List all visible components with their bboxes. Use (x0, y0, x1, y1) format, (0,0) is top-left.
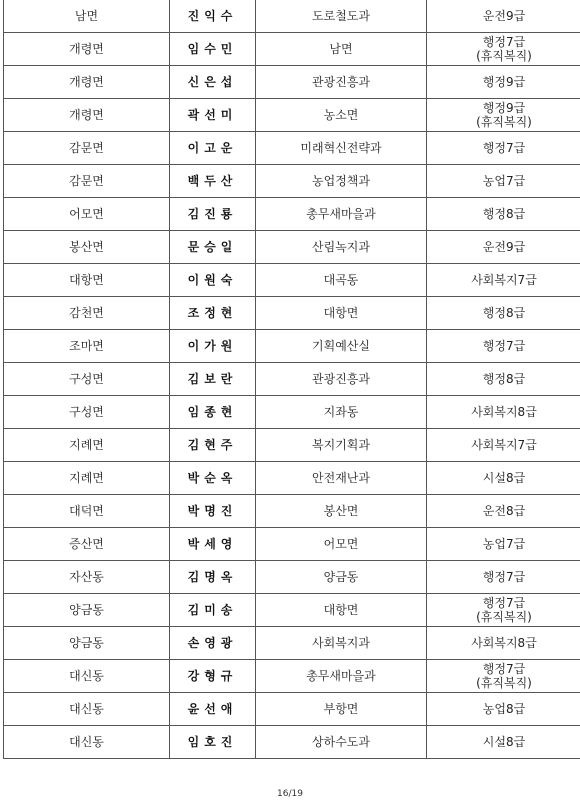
previous-post-cell: 복지기획과 (256, 429, 427, 462)
table-row (4, 396, 580, 429)
grade-cell: 행정7급 (427, 132, 580, 165)
name-cell: 김명옥 (170, 561, 256, 594)
previous-post-cell: 상하수도과 (256, 726, 427, 759)
table-row (4, 726, 580, 759)
previous-post-cell: 대항면 (256, 297, 427, 330)
grade-cell: 농업7급 (427, 528, 580, 561)
table-row (4, 561, 580, 594)
table-row (4, 594, 580, 627)
previous-post-cell: 관광진흥과 (256, 66, 427, 99)
grade-cell: 행정8급 (427, 198, 580, 231)
name-cell: 조정현 (170, 297, 256, 330)
new-post-cell: 조마면 (4, 330, 170, 363)
table-row (4, 0, 580, 33)
grade-cell: 사회복지8급 (427, 396, 580, 429)
personnel-table (3, 0, 580, 759)
name-cell: 진익수 (170, 0, 256, 33)
table-row (4, 693, 580, 726)
new-post-cell: 지례면 (4, 429, 170, 462)
new-post-cell: 개령면 (4, 99, 170, 132)
previous-post-cell: 양금동 (256, 561, 427, 594)
previous-post-cell: 총무새마을과 (256, 198, 427, 231)
name-cell: 신은섭 (170, 66, 256, 99)
previous-post-cell: 부항면 (256, 693, 427, 726)
name-cell: 이원숙 (170, 264, 256, 297)
grade-cell: 사회복지7급 (427, 429, 580, 462)
grade-cell: 농업7급 (427, 165, 580, 198)
table-row (4, 495, 580, 528)
table-row (4, 165, 580, 198)
grade-cell: 행정8급 (427, 363, 580, 396)
previous-post-cell: 농업정책과 (256, 165, 427, 198)
table-row (4, 297, 580, 330)
grade-cell: 행정9급 (휴직복직) (427, 99, 580, 132)
name-cell: 박세영 (170, 528, 256, 561)
table-row (4, 198, 580, 231)
page-number: 16/19 (277, 789, 303, 799)
grade-cell: 행정8급 (427, 297, 580, 330)
table-row (4, 627, 580, 660)
new-post-cell: 남면 (4, 0, 170, 33)
new-post-cell: 감문면 (4, 132, 170, 165)
table-row (4, 264, 580, 297)
previous-post-cell: 총무새마을과 (256, 660, 427, 693)
grade-cell: 행정7급 (휴직복직) (427, 660, 580, 693)
previous-post-cell: 안전재난과 (256, 462, 427, 495)
previous-post-cell: 사회복지과 (256, 627, 427, 660)
table-row (4, 33, 580, 66)
new-post-cell: 구성면 (4, 396, 170, 429)
name-cell: 임수민 (170, 33, 256, 66)
name-cell: 임종현 (170, 396, 256, 429)
table-row (4, 363, 580, 396)
previous-post-cell: 기획예산실 (256, 330, 427, 363)
new-post-cell: 대신동 (4, 693, 170, 726)
new-post-cell: 양금동 (4, 594, 170, 627)
grade-cell: 행정7급 (427, 330, 580, 363)
grade-cell: 농업8급 (427, 693, 580, 726)
table-row (4, 429, 580, 462)
new-post-cell: 개령면 (4, 33, 170, 66)
grade-cell: 운전8급 (427, 495, 580, 528)
new-post-cell: 대항면 (4, 264, 170, 297)
table-row (4, 99, 580, 132)
grade-cell: 행정7급 (휴직복직) (427, 594, 580, 627)
table-row (4, 231, 580, 264)
table-row (4, 528, 580, 561)
name-cell: 곽선미 (170, 99, 256, 132)
name-cell: 손영광 (170, 627, 256, 660)
previous-post-cell: 산림녹지과 (256, 231, 427, 264)
grade-cell: 시설8급 (427, 462, 580, 495)
name-cell: 김진룡 (170, 198, 256, 231)
new-post-cell: 대덕면 (4, 495, 170, 528)
table-row (4, 330, 580, 363)
name-cell: 강형규 (170, 660, 256, 693)
previous-post-cell: 남면 (256, 33, 427, 66)
previous-post-cell: 지좌동 (256, 396, 427, 429)
table-row (4, 462, 580, 495)
name-cell: 김현주 (170, 429, 256, 462)
table-row (4, 132, 580, 165)
name-cell: 박명진 (170, 495, 256, 528)
new-post-cell: 감문면 (4, 165, 170, 198)
grade-cell: 행정7급 (휴직복직) (427, 33, 580, 66)
previous-post-cell: 관광진흥과 (256, 363, 427, 396)
new-post-cell: 양금동 (4, 627, 170, 660)
new-post-cell: 자산동 (4, 561, 170, 594)
new-post-cell: 지례면 (4, 462, 170, 495)
new-post-cell: 개령면 (4, 66, 170, 99)
grade-cell: 운전9급 (427, 231, 580, 264)
name-cell: 임호진 (170, 726, 256, 759)
grade-cell: 운전9급 (427, 0, 580, 33)
new-post-cell: 구성면 (4, 363, 170, 396)
name-cell: 이고운 (170, 132, 256, 165)
grade-cell: 시설8급 (427, 726, 580, 759)
name-cell: 이가원 (170, 330, 256, 363)
name-cell: 백두산 (170, 165, 256, 198)
previous-post-cell: 미래혁신전략과 (256, 132, 427, 165)
name-cell: 문승일 (170, 231, 256, 264)
new-post-cell: 증산면 (4, 528, 170, 561)
new-post-cell: 봉산면 (4, 231, 170, 264)
new-post-cell: 대신동 (4, 660, 170, 693)
previous-post-cell: 대곡동 (256, 264, 427, 297)
personnel-table-body (4, 0, 580, 759)
name-cell: 김미송 (170, 594, 256, 627)
previous-post-cell: 봉산면 (256, 495, 427, 528)
previous-post-cell: 도로철도과 (256, 0, 427, 33)
new-post-cell: 어모면 (4, 198, 170, 231)
name-cell: 윤선애 (170, 693, 256, 726)
grade-cell: 행정7급 (427, 561, 580, 594)
previous-post-cell: 대항면 (256, 594, 427, 627)
grade-cell: 사회복지7급 (427, 264, 580, 297)
name-cell: 김보란 (170, 363, 256, 396)
new-post-cell: 감천면 (4, 297, 170, 330)
table-row (4, 660, 580, 693)
grade-cell: 행정9급 (427, 66, 580, 99)
new-post-cell: 대신동 (4, 726, 170, 759)
table-row (4, 66, 580, 99)
previous-post-cell: 어모면 (256, 528, 427, 561)
grade-cell: 사회복지8급 (427, 627, 580, 660)
previous-post-cell: 농소면 (256, 99, 427, 132)
name-cell: 박순옥 (170, 462, 256, 495)
